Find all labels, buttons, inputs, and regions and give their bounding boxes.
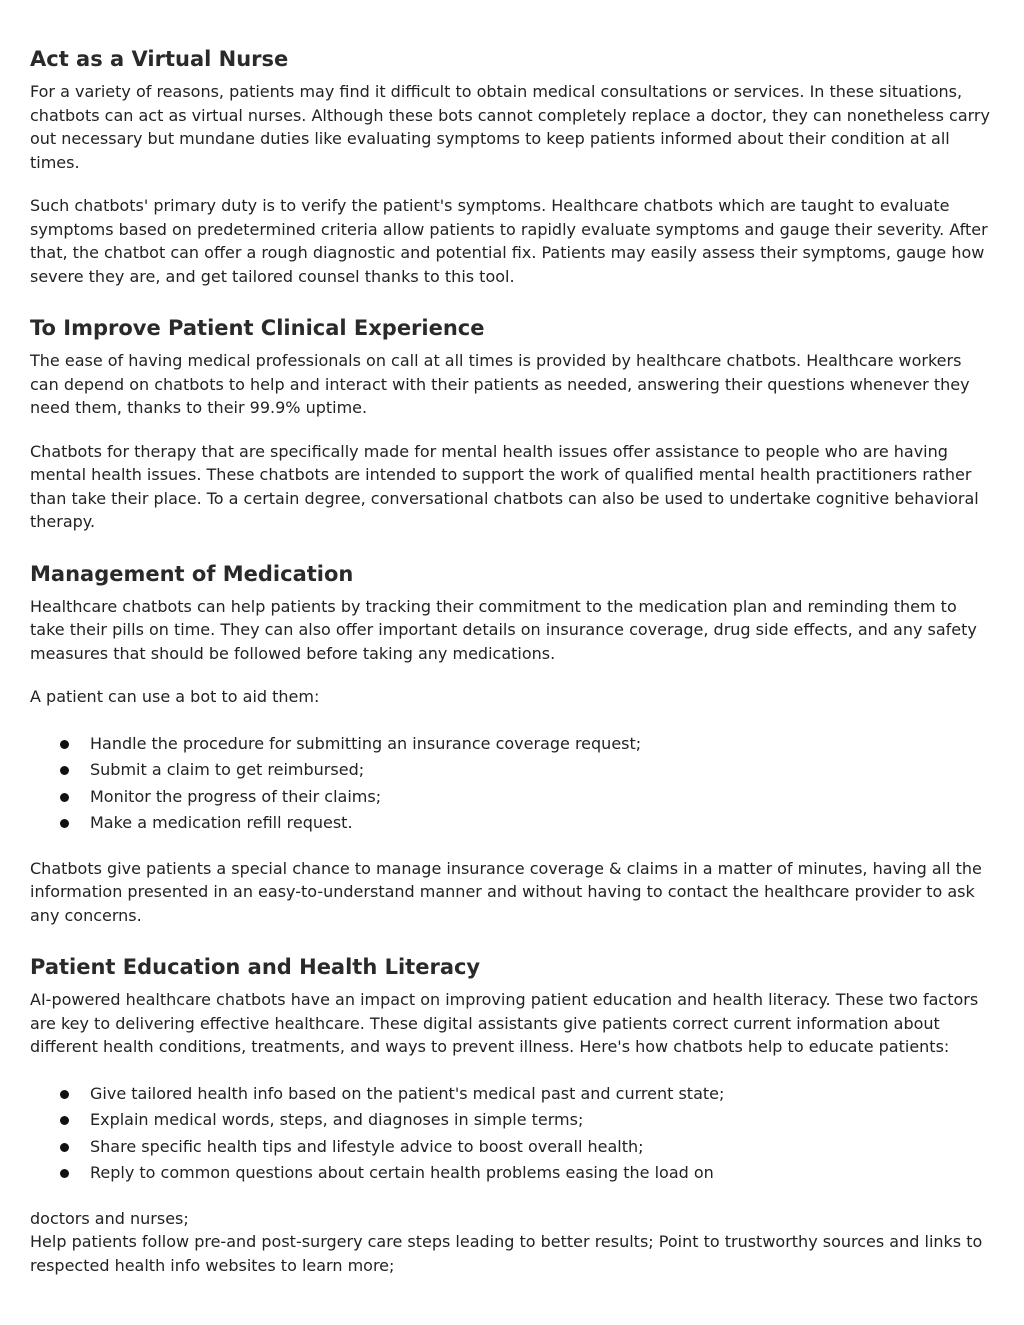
list-item-text: Give tailored health info based on the patient's medical past and current state; xyxy=(90,1083,725,1103)
section-virtual-nurse xyxy=(30,0,994,288)
list-item xyxy=(30,1081,994,1108)
paragraph: Such chatbots' primary duty is to verify the patient's symptoms. Healthcare chatbots which are taught to evaluate symptoms based on predetermined criteria allow patients to rapidly evaluate symptoms and gauge their severity. After that, the chatbot can offer a rough diagnostic and potential fix. Patients may easily assess their symptoms, gauge how severe they are, and get tailored counsel thanks to this tool. xyxy=(30,196,988,286)
text-line: doctors and nurses; xyxy=(30,1208,189,1228)
paragraph xyxy=(30,1207,994,1278)
list-item-text: Reply to common questions about certain health problems easing the load on xyxy=(90,1163,714,1182)
list-item-text: Make a medication refill request. xyxy=(90,813,353,832)
bullet-list xyxy=(30,731,994,837)
list-item xyxy=(30,1107,994,1134)
paragraph: Chatbots for therapy that are specifically made for mental health issues offer assistance to people who are having mental health issues. These chatbots are intended to support the work of qualified mental health practitioners rather than take their place. To a certain degree, conversational chatbots can also be used to undertake cognitive behavioral therapy. xyxy=(30,441,979,531)
bullet-icon xyxy=(60,1169,69,1178)
section-heading: Act as a Virtual Nurse xyxy=(30,47,289,71)
list-item-text: Monitor the progress of their claims; xyxy=(90,786,382,806)
list-item-text: Handle the procedure for submitting an insurance coverage request; xyxy=(90,733,642,753)
text-line: Help patients follow pre-and post-surgery care steps leading to better results; Point to trustworthy sources and links to respected health info websites to learn more; xyxy=(30,1232,983,1275)
list-item-text: Submit a claim to get reimbursed; xyxy=(90,760,365,779)
list-item-text: Share specific health tips and lifestyle advice to boost overall health; xyxy=(90,1136,644,1156)
bullet-list xyxy=(30,1081,994,1187)
bullet-icon xyxy=(60,1143,69,1152)
bullet-icon xyxy=(60,819,69,828)
bullet-icon xyxy=(60,1116,69,1125)
section-heading: Management of Medication xyxy=(30,561,354,586)
section-heading: Patient Education and Health Literacy xyxy=(30,955,481,979)
list-item xyxy=(30,1134,994,1161)
paragraph: Chatbots give patients a special chance to manage insurance coverage & claims in a matter of minutes, having all the information presented in an easy-to-understand manner and without having to contact the healthcare provider to ask any concerns. xyxy=(30,858,982,925)
list-item xyxy=(30,731,994,758)
list-item xyxy=(30,1160,994,1187)
section-patient-education xyxy=(30,954,994,1277)
paragraph: A patient can use a bot to aid them: xyxy=(30,687,320,706)
section-medication-management xyxy=(30,561,994,928)
bullet-icon xyxy=(60,793,69,802)
section-clinical-experience xyxy=(30,315,994,534)
list-item-text: Explain medical words, steps, and diagnoses in simple terms; xyxy=(90,1110,584,1129)
list-item xyxy=(30,757,994,784)
paragraph: Healthcare chatbots can help patients by tracking their commitment to the medication plan and reminding them to take their pills on time. They can also offer important details on insurance coverage, drug side effects, and any safety measures that should be followed before taking any medications. xyxy=(30,596,977,663)
paragraph: For a variety of reasons, patients may find it difficult to obtain medical consultations or services. In these situations, chatbots can act as virtual nurses. Although these bots cannot completely replace a doctor, they can nonetheless carry out necessary but mundane duties like evaluating symptoms to keep patients informed about their condition at all times. xyxy=(30,82,990,172)
paragraph: The ease of having medical professionals on call at all times is provided by healthcare chatbots. Healthcare workers can depend on chatbots to help and interact with their patients as needed, answering their questions whenever they need them, thanks to their 99.9% uptime. xyxy=(30,351,970,417)
section-heading: To Improve Patient Clinical Experience xyxy=(30,316,485,340)
paragraph: AI-powered healthcare chatbots have an impact on improving patient education and health literacy. These two factors are key to delivering effective healthcare. These digital assistants give patients correct current information about different health conditions, treatments, and ways to prevent illness. Here's how chatbots help to educate patients: xyxy=(30,990,979,1056)
bullet-icon xyxy=(60,1090,69,1099)
bullet-icon xyxy=(60,766,69,775)
list-item xyxy=(30,810,994,837)
bullet-icon xyxy=(60,740,69,749)
list-item xyxy=(30,784,994,811)
